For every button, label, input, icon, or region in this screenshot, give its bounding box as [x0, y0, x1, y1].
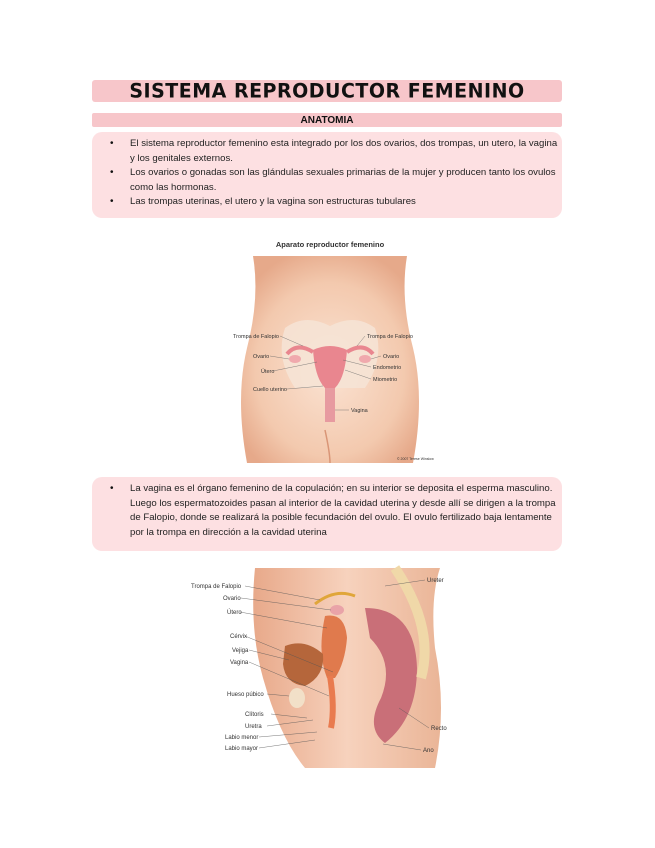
label-trompa: Trompa de Falopio — [191, 584, 242, 590]
copulation-box — [92, 477, 562, 551]
label-cuello-left: Cuello uterino — [253, 387, 287, 393]
label-miometrio-right: Miometrio — [373, 377, 398, 383]
vagina-shape — [325, 388, 335, 422]
label-trompa-left: Trompa de Falopio — [233, 334, 279, 340]
list-item: • El sistema reproductor femenino esta integrado por los dos ovarios, dos trompas, un utero, la vagina y los genitales externos. — [130, 137, 558, 166]
label-ovario-left: Ovario — [253, 354, 270, 360]
figure-credit: © 2007 Terese Winslow — [397, 457, 434, 461]
title-bar — [92, 80, 562, 102]
label-utero-left: Útero — [261, 369, 275, 375]
anatomy-box — [92, 132, 562, 218]
list-item: • Las trompas uterinas, el utero y la vagina son estructuras tubulares — [130, 195, 558, 210]
label-cervix: Cérvix — [230, 634, 248, 640]
anatomy-list — [92, 137, 558, 210]
label-uretra: Uretra — [245, 724, 262, 730]
label-hueso: Hueso púbico — [227, 692, 264, 698]
label-trompa-right: Trompa de Falopio — [367, 334, 413, 340]
label-endometrio-right: Endometrio — [373, 365, 402, 371]
label-vagina-right: Vagina — [351, 408, 368, 414]
vagina-shape — [330, 676, 333, 728]
label-ovario: Ovario — [223, 596, 241, 602]
sagittal-anatomy-figure — [185, 568, 445, 768]
pubic-bone — [289, 688, 305, 708]
frontal-anatomy-figure — [225, 238, 435, 463]
label-utero: Útero — [227, 610, 242, 616]
section-bar — [92, 113, 562, 127]
label-vejiga: Vejiga — [232, 648, 249, 654]
label-ovario-right: Ovario — [383, 354, 400, 360]
label-clitoris: Clítoris — [245, 712, 264, 718]
ovary-left — [289, 355, 301, 363]
label-vagina: Vagina — [230, 660, 249, 666]
ovary-right — [359, 355, 371, 363]
section-title: ANATOMIA — [300, 114, 354, 126]
label-ureter: Ureter — [427, 578, 444, 584]
ovary-shape — [330, 605, 344, 615]
figure-title: Aparato reproductor femenino — [275, 240, 385, 249]
label-labio-menor: Labio menor — [225, 735, 259, 741]
page-title: SISTEMA REPRODUCTOR FEMENINO — [129, 79, 525, 103]
label-labio-mayor: Labio mayor — [225, 746, 259, 752]
label-recto: Recto — [431, 726, 447, 732]
copulation-list — [92, 482, 558, 540]
label-ano: Ano — [423, 748, 434, 754]
list-item: • La vagina es el órgano femenino de la copulación; en su interior se deposita el esperma masculino. Luego los espermatozoides pasan al interior de la cavidad uterina y desde allí se dirigen a la trompa de Falopio, donde se realizará la posible fecundación del ovulo. El ovulo fertilizado baja lentamente por la trompa en dirección a la cavidad uterina — [130, 482, 558, 540]
list-item: • Los ovarios o gonadas son las glándulas sexuales primarias de la mujer y producen tanto los ovulos como las hormonas. — [130, 166, 558, 195]
